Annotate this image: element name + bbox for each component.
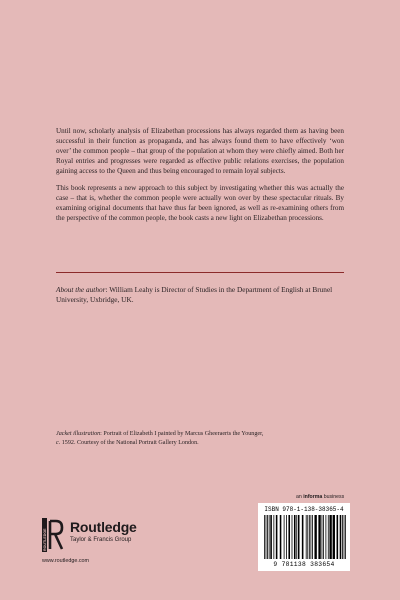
barcode-bar	[267, 515, 268, 559]
barcode-bar	[298, 515, 300, 559]
barcode-bar	[302, 515, 304, 559]
barcode-bar	[326, 515, 327, 559]
barcode-bar	[270, 515, 272, 559]
about-author-label: About the author	[56, 285, 106, 294]
isbn-barcode	[258, 503, 350, 571]
jacket-text-2: 1592. Courtesy of the National Portrait Gallery London.	[60, 439, 199, 446]
barcode-bar	[328, 515, 329, 559]
isbn-label: ISBN 978-1-138-38365-4	[264, 506, 344, 513]
jacket-date-prefix: c.	[56, 439, 61, 446]
barcode-bar	[292, 515, 293, 559]
publisher-name: Routledge	[70, 519, 137, 535]
barcode-bar	[342, 515, 343, 559]
jacket-illustration-credit	[56, 430, 346, 447]
blurb	[56, 126, 344, 230]
barcode-bar	[333, 515, 335, 559]
jacket-text: : Portrait of Elizabeth I painted by Marcus Gheeraerts the Younger,	[100, 431, 264, 437]
publisher-url: www.routledge.com	[42, 558, 90, 564]
barcode-bar	[322, 515, 323, 559]
informa-suffix: business	[322, 494, 345, 500]
barcode-bar	[294, 515, 296, 559]
barcode-bar	[284, 515, 285, 559]
barcode-bar	[345, 515, 346, 559]
barcode-bar	[269, 515, 270, 559]
barcode-bar	[318, 515, 320, 559]
barcode-bar	[288, 515, 290, 559]
routledge-logo-icon	[42, 518, 64, 552]
barcode-bar	[314, 515, 316, 559]
blurb-paragraph-2: This book represents a new approach to this subject by investigating whether this was actually the case – that is, whether the common people were actually won over by these spectacular rituals. By examining original documents that have thus far been ignored, as well as re-examining others from the perspective of the common people, the book casts a new light on Elizabethan processions.	[56, 184, 344, 222]
barcode-bar	[340, 515, 342, 559]
barcode-bar	[311, 515, 312, 559]
barcode-bar	[323, 515, 324, 559]
barcode-bar	[264, 515, 265, 559]
barcode-bar	[276, 515, 278, 559]
about-author-text: : William Leahy is Director of Studies in the Department of English at Brunel University, Uxbridge, UK.	[56, 285, 333, 304]
barcode-bar	[329, 515, 331, 559]
publisher-group: Taylor & Francis Group	[70, 537, 132, 543]
barcode-number: 9 781138 383654	[273, 561, 335, 568]
barcode-bar	[273, 515, 274, 559]
barcode-bar	[306, 515, 307, 559]
barcode-bar	[286, 515, 287, 559]
barcode-bar	[280, 515, 282, 559]
barcode-bars	[264, 515, 346, 559]
divider-rule	[56, 272, 344, 273]
barcode-bar	[312, 515, 313, 559]
barcode-bar	[344, 515, 345, 559]
barcode-bar	[337, 515, 339, 559]
barcode-bar	[296, 515, 297, 559]
barcode-bar	[266, 515, 267, 559]
publisher-logo	[42, 518, 202, 568]
informa-brand: informa	[303, 494, 323, 500]
blurb-paragraph-1: Until now, scholarly analysis of Elizabethan processions has always regarded them as having been successful in their function as propaganda, and has always found them to have effectively ‘won over’ the common people – that group of the population at whom they were chiefly aimed. Both her Royal entries and progresses were regarded as effective public relations exercises, the population gaining access to the Queen and thus being encouraged to remain loyal subjects.	[56, 127, 344, 175]
jacket-label: Jacket illustration	[56, 431, 101, 437]
routledge-vertical-mark: ROUTLEDGE	[42, 528, 47, 551]
barcode-bar	[307, 515, 308, 559]
barcode-bar	[309, 515, 310, 559]
informa-business-line	[296, 494, 344, 500]
informa-prefix: an	[296, 494, 304, 500]
about-author	[56, 285, 344, 305]
